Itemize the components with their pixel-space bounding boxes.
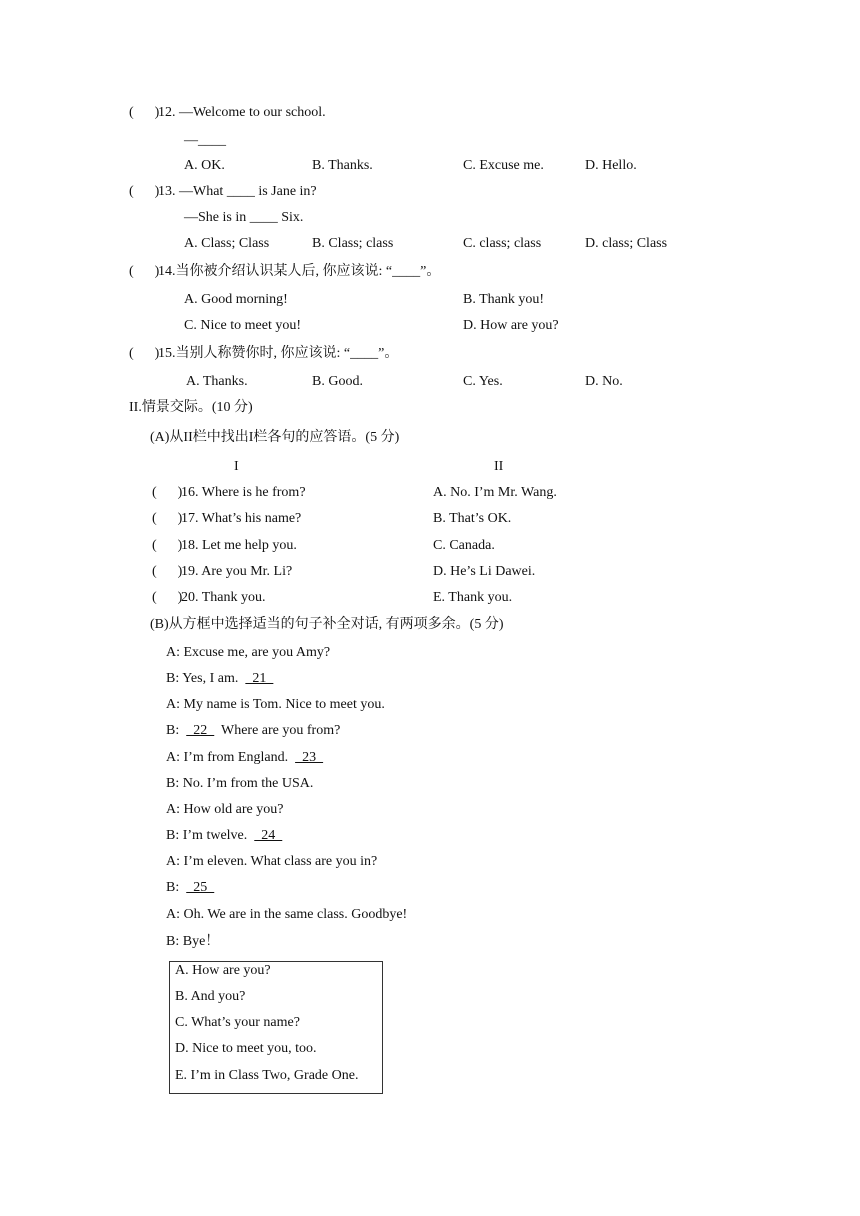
dialogue-line: B: Bye！ bbox=[166, 934, 220, 949]
match-right-item: D. He’s Li Dawei. bbox=[433, 564, 536, 579]
option: C. Excuse me. bbox=[463, 158, 544, 173]
match-right-item: C. Canada. bbox=[433, 538, 495, 553]
match-left-item: 19. Are you Mr. Li? bbox=[181, 564, 293, 579]
box-option: A. How are you? bbox=[175, 963, 271, 978]
option: C. Yes. bbox=[463, 374, 503, 389]
box-option: B. And you? bbox=[175, 989, 246, 1004]
blank-22: 22 bbox=[186, 723, 215, 738]
dialogue-line: B: I’m twelve. 24 bbox=[166, 828, 283, 843]
option: D. class; Class bbox=[585, 236, 668, 251]
blank-25: 25 bbox=[186, 880, 215, 895]
question-subline: —She is in ____ Six. bbox=[184, 210, 304, 225]
option: D. No. bbox=[585, 374, 623, 389]
dialogue-line: A: How old are you? bbox=[166, 802, 284, 817]
option: B. Thanks. bbox=[312, 158, 373, 173]
answer-paren: ( ) bbox=[152, 590, 183, 605]
dialogue-line: A: I’m from England. 23 bbox=[166, 750, 324, 765]
question-stem: 15.当别人称赞你时, 你应该说: “____”。 bbox=[158, 346, 399, 361]
answer-paren: ( ) bbox=[129, 184, 160, 199]
option: C. Nice to meet you! bbox=[184, 318, 302, 333]
match-left-item: 18. Let me help you. bbox=[181, 538, 297, 553]
dialogue-line: A: Excuse me, are you Amy? bbox=[166, 645, 331, 660]
match-left-item: 17. What’s his name? bbox=[181, 511, 302, 526]
dialogue-line: B: No. I’m from the USA. bbox=[166, 776, 314, 791]
option: A. OK. bbox=[184, 158, 225, 173]
option: B. Thank you! bbox=[463, 292, 545, 307]
match-left-item: 20. Thank you. bbox=[181, 590, 266, 605]
match-right-item: A. No. I’m Mr. Wang. bbox=[433, 485, 557, 500]
dialogue-line: A: My name is Tom. Nice to meet you. bbox=[166, 697, 385, 712]
box-option: E. I’m in Class Two, Grade One. bbox=[175, 1068, 359, 1083]
answer-paren: ( ) bbox=[129, 346, 160, 361]
match-right-item: B. That’s OK. bbox=[433, 511, 512, 526]
option: A. Good morning! bbox=[184, 292, 288, 307]
question-stem: 14.当你被介绍认识某人后, 你应该说: “____”。 bbox=[158, 264, 441, 279]
option: B. Class; class bbox=[312, 236, 394, 251]
option: B. Good. bbox=[312, 374, 363, 389]
blank-24: 24 bbox=[254, 828, 283, 843]
option: D. How are you? bbox=[463, 318, 559, 333]
blank-21: 21 bbox=[245, 671, 274, 686]
option: A. Class; Class bbox=[184, 236, 270, 251]
dialogue-line: B: Yes, I am. 21 bbox=[166, 671, 274, 686]
dialogue-line: A: I’m eleven. What class are you in? bbox=[166, 854, 378, 869]
match-left-item: 16. Where is he from? bbox=[181, 485, 306, 500]
dialogue-line: A: Oh. We are in the same class. Goodbye! bbox=[166, 907, 408, 922]
option: C. class; class bbox=[463, 236, 542, 251]
section-title: II.情景交际。(10 分) bbox=[129, 400, 253, 415]
answer-paren: ( ) bbox=[152, 485, 183, 500]
answer-paren: ( ) bbox=[129, 264, 160, 279]
column-header-ii: II bbox=[494, 459, 504, 474]
match-right-item: E. Thank you. bbox=[433, 590, 513, 605]
dialogue-line: B: 25 bbox=[166, 880, 215, 895]
dialogue-line: B: 22 Where are you from? bbox=[166, 723, 341, 738]
part-b-title: (B)从方框中选择适当的句子补全对话, 有两项多余。(5 分) bbox=[150, 617, 504, 632]
question-stem: 13. —What ____ is Jane in? bbox=[158, 184, 317, 199]
option: A. Thanks. bbox=[186, 374, 248, 389]
answer-paren: ( ) bbox=[152, 538, 183, 553]
blank-23: 23 bbox=[295, 750, 324, 765]
option: D. Hello. bbox=[585, 158, 637, 173]
question-subline: —____ bbox=[184, 133, 226, 148]
answer-paren: ( ) bbox=[152, 564, 183, 579]
box-option: C. What’s your name? bbox=[175, 1015, 300, 1030]
column-header-i: I bbox=[234, 459, 239, 474]
box-option: D. Nice to meet you, too. bbox=[175, 1041, 317, 1056]
question-stem: 12. —Welcome to our school. bbox=[158, 105, 326, 120]
answer-paren: ( ) bbox=[129, 105, 160, 120]
answer-paren: ( ) bbox=[152, 511, 183, 526]
part-a-title: (A)从II栏中找出I栏各句的应答语。(5 分) bbox=[150, 430, 400, 445]
